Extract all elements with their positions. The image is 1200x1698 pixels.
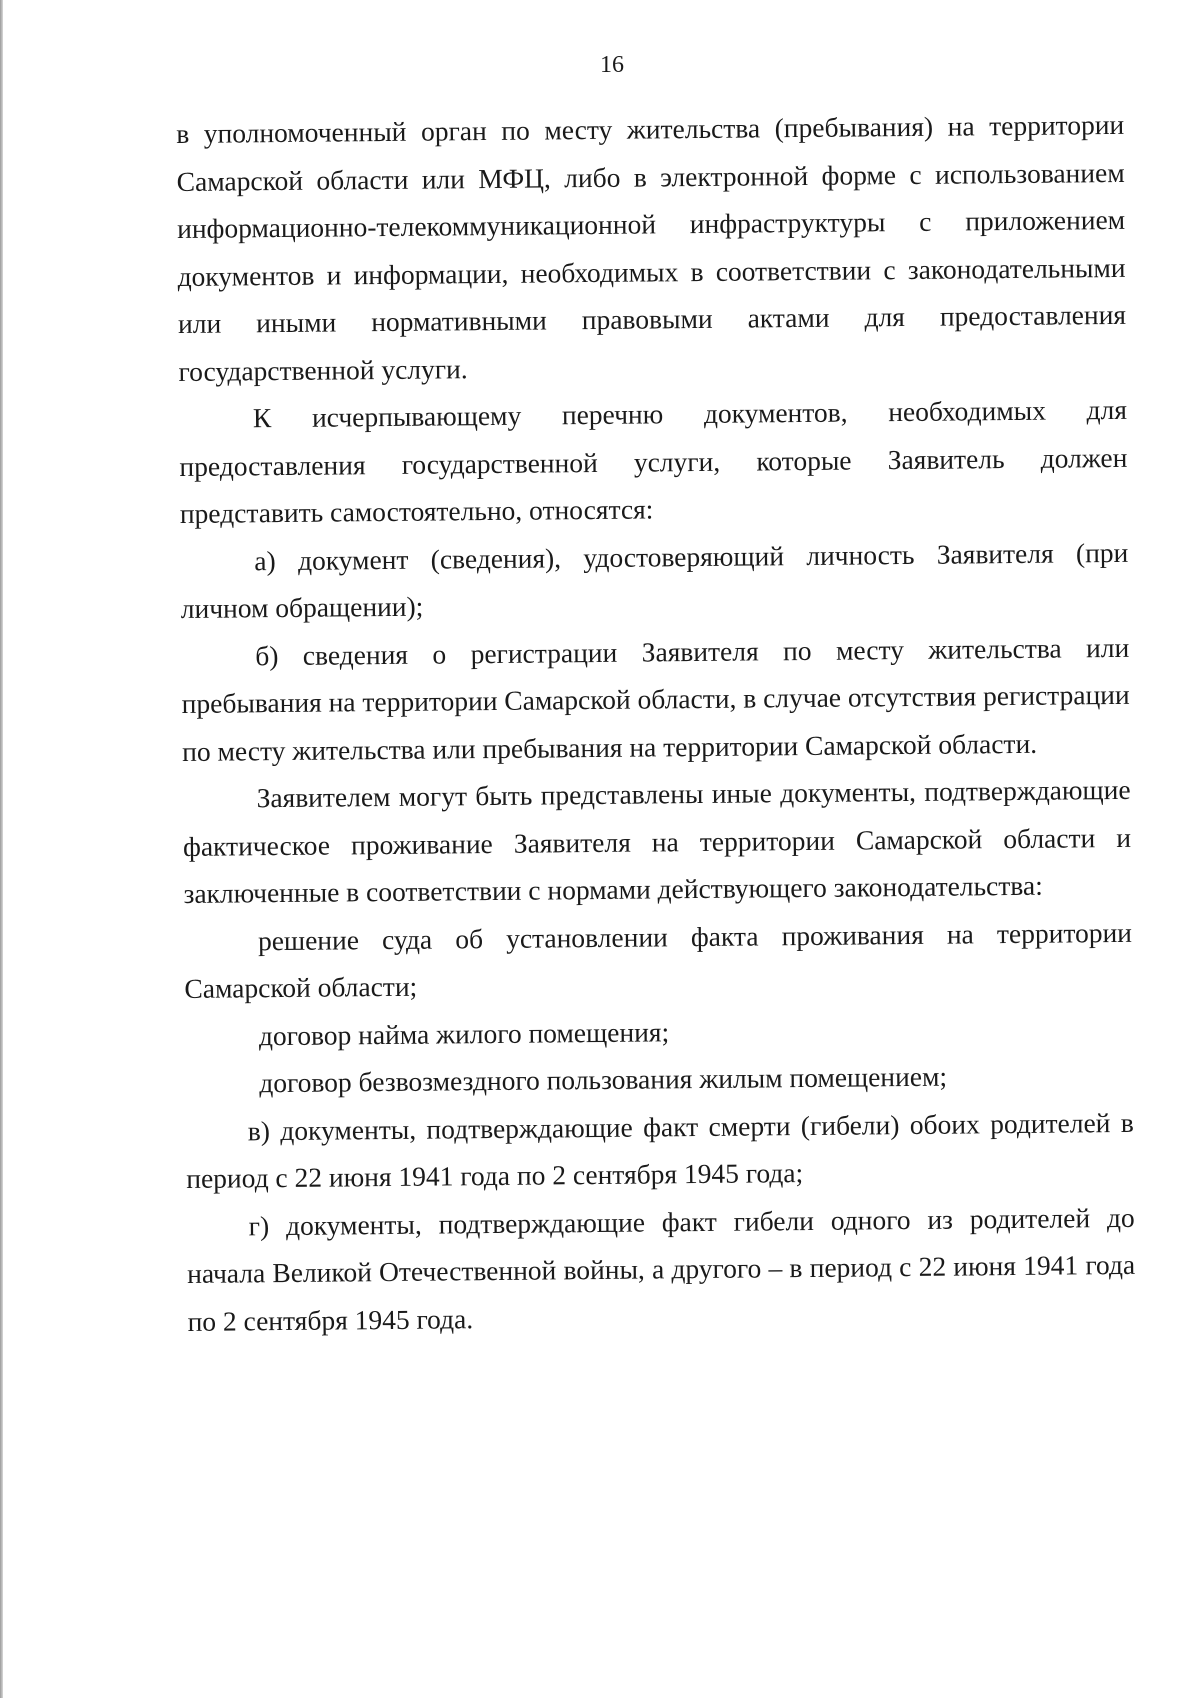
- paragraph-documents-list-intro: К исчерпывающему перечню документов, необходимых для предоставления государственной услуги, которые Заявитель должен представить самостоятельно, относятся:: [179, 393, 1128, 529]
- paragraph-continuation: в уполномоченный орган по месту жительства (пребывания) на территории Самарской области или МФЦ, либо в электронной форме с использованием информационно-телекоммуникационной инфраструктуры с приложением документов и информации, необходимых в соответствии с законодательными или иными нормативными правовыми актами для предоставления государственной услуги.: [176, 108, 1127, 387]
- document-body: [176, 101, 1136, 1345]
- paragraph-item-b: б) сведения о регистрации Заявителя по месту жительства или пребывания на территории Самарской области, в случае отсутствия регистрации по месту жительства или пребывания на территории Самарской области.: [181, 631, 1130, 767]
- paragraph-lease-agreement: договор найма жилого помещения;: [258, 1015, 670, 1051]
- paragraph-free-use-agreement: договор безвозмездного пользования жилым помещением;: [259, 1060, 948, 1099]
- paragraph-item-a: а) документ (сведения), удостоверяющий личность Заявителя (при личном обращении);: [180, 536, 1129, 624]
- paragraph-court-decision: решение суда об установлении факта проживания на территории Самарской области;: [184, 916, 1133, 1004]
- page-number: 16: [600, 52, 624, 78]
- paragraph-other-documents: Заявителем могут быть представлены иные документы, подтверждающие фактическое проживание Заявителя на территории Самарской области и заключенные в соответствии с нормами действующего законодательства:: [182, 773, 1132, 909]
- paragraph-item-v: в) документы, подтверждающие факт смерти (гибели) обоих родителей в период с 22 июня 1941 года по 2 сентября 1945 года;: [186, 1106, 1134, 1194]
- paragraph-item-g: г) документы, подтверждающие факт гибели одного из родителей до начала Великой Отечественной войны, а другого – в период с 22 июня 1941 года по 2 сентября 1945 года.: [187, 1201, 1136, 1337]
